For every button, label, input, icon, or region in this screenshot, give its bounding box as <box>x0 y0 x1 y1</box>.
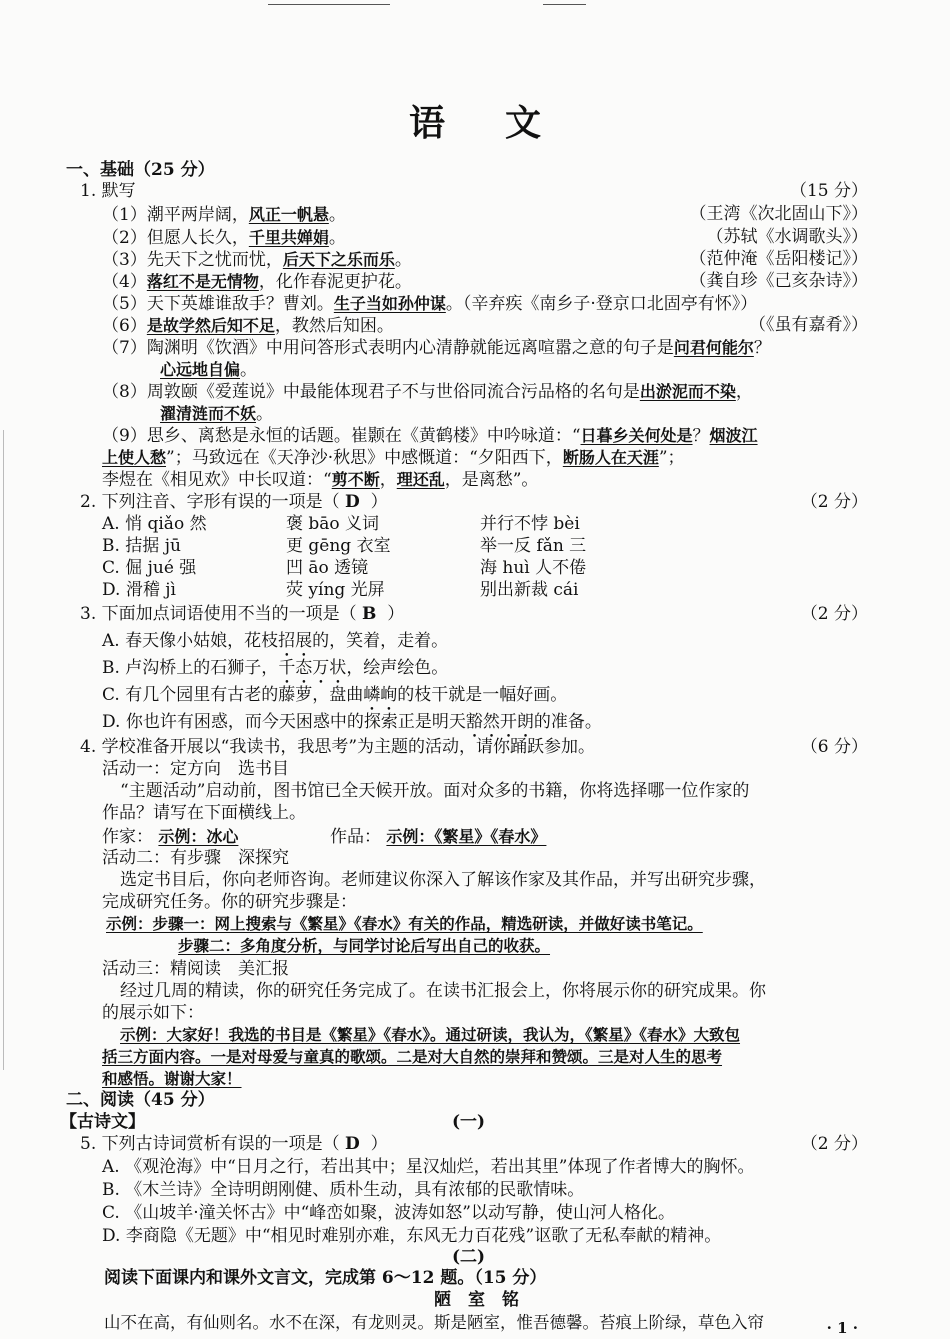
q1-item-8: （8）周敦颐《爱莲说》中最能体现君子不与世俗同流合污品格的名句是出淤泥而不染， <box>102 382 753 402</box>
q1-item-1: （1）潮平两岸阔，风正一帆悬。 <box>102 205 346 225</box>
q1-item-4: （4）落红不是无情物，化作春泥更护花。 <box>102 272 412 292</box>
page-title: 语文 <box>408 102 601 144</box>
q1-item-8-cont: 濯清涟而不妖。 <box>160 404 274 424</box>
q2-score: （2 分） <box>800 492 868 512</box>
q4-step-2: 步骤二：多角度分析，与同学讨论后写出自己的收获。 <box>178 937 551 955</box>
q2-option-a-3: 并行不悖 bèi <box>480 514 580 534</box>
q4-show-2: 括三方面内容。一是对母爱与童真的歌颂。二是对大自然的崇拜和赞颂。三是对人生的思考 <box>102 1048 723 1066</box>
q5-option-c: C. 《山坡羊·潼关怀古》中“峰峦如聚，波涛如怒”以动写静，使山河人格化。 <box>102 1203 675 1223</box>
q4-author-line: 作家： 示例：冰心 <box>102 827 239 847</box>
q4-activity-2: 活动二：有步骤 深探究 <box>102 848 289 868</box>
q1-item-6-source: （《虽有嘉肴》） <box>749 315 868 335</box>
q2-option-b-3: 举一反 fǎn 三 <box>480 536 587 556</box>
q4-show-3: 和感悟。谢谢大家！ <box>102 1070 242 1088</box>
q1-item-9-line2: 上使人愁”；马致远在《天净沙·秋思》中感慨道：“夕阳西下，断肠人在天涯”； <box>102 448 685 468</box>
q3-option-b: B. 卢沟桥上的石狮子，千态万状，绘声绘色。 <box>102 658 449 678</box>
classical-tag: 【古诗文】 <box>60 1112 145 1132</box>
q1-label: 1. 默写 <box>80 181 136 201</box>
q1-item-9-line3: 李煜在《相见欢》中长叹道：“剪不断，理还乱，是离愁”。 <box>102 470 539 490</box>
q4-activity-2-text-1: 选定书目后，你向老师咨询。老师建议你深入了解该作家及其作品，并写出研究步骤， <box>120 870 766 890</box>
q2-option-b: B. 拮据 jū <box>102 536 181 556</box>
text-first-line: 山不在高，有仙则名。水不在深，有龙则灵。斯是陋室，惟吾德馨。苔痕上阶绿，草色入帘 <box>104 1313 764 1332</box>
q4-score: （6 分） <box>800 737 868 757</box>
q4-activity-1: 活动一：定方向 选书目 <box>102 759 289 779</box>
q2-option-d-3: 别出新裁 cái <box>480 580 579 600</box>
part-1-label: (一) <box>452 1112 486 1132</box>
q4-activity-2-text-2: 完成研究任务。你的研究步骤是： <box>102 892 357 912</box>
q5-answer: D <box>345 1134 360 1154</box>
q5-option-b: B. 《木兰诗》全诗明朗刚健、质朴生动，具有浓郁的民歌情味。 <box>102 1180 585 1200</box>
q1-item-3-source: （范仲淹《岳阳楼记》） <box>689 249 868 269</box>
q2-stem: 2. 下列注音、字形有误的一项是（ D ） <box>80 492 388 512</box>
q4-activity-1-text-2: 作品？请写在下面横线上。 <box>102 803 306 823</box>
q4-activity-3-text-1: 经过几周的精读，你的研究任务完成了。在读书汇报会上，你将展示你的研究成果。你 <box>120 981 766 1001</box>
q4-works-line: 作品： 示例：《繁星》《春水》 <box>330 827 547 847</box>
text-title: 陋 室 铭 <box>434 1290 519 1310</box>
top-rule-right <box>543 4 586 5</box>
part-2-label: (二) <box>452 1247 486 1267</box>
q4-activity-3: 活动三：精阅读 美汇报 <box>102 959 289 979</box>
q3-score: （2 分） <box>800 604 868 624</box>
reading-instruction: 阅读下面课内和课外文言文，完成第 6～12 题。（15 分） <box>104 1268 547 1288</box>
page-number: · 1 · <box>826 1319 858 1337</box>
q1-item-9: （9）思乡、离愁是永恒的话题。崔颢在《黄鹤楼》中吟咏道：“日暮乡关何处是？烟波江 <box>102 426 758 446</box>
q5-score: （2 分） <box>800 1134 868 1154</box>
q5-stem: 5. 下列古诗词赏析有误的一项是（ D ） <box>80 1134 388 1154</box>
q4-stem: 4. 学校准备开展以“我读书，我思考”为主题的活动，请你踊跃参加。 <box>80 737 596 757</box>
q1-item-7: （7）陶渊明《饮酒》中用问答形式表明内心清静就能远离喧嚣之意的句子是问君何能尔？ <box>102 338 771 358</box>
q5-option-d: D. 李商隐《无题》中“相见时难别亦难，东风无力百花残”讴歌了无私奉献的精神。 <box>102 1226 722 1246</box>
q1-item-2-source: （苏轼《水调歌头》） <box>706 227 868 247</box>
top-rule-left <box>268 4 390 5</box>
q1-score: （15 分） <box>789 181 868 201</box>
scan-edge <box>3 430 4 1070</box>
q2-answer: D <box>345 492 360 512</box>
q2-option-d-2: 荧 yíng 光屏 <box>286 580 385 600</box>
q1-item-3: （3）先天下之忧而忧，后天下之乐而乐。 <box>102 250 412 270</box>
q2-option-d: D. 滑稽 jì <box>102 580 176 600</box>
q2-option-a: A. 悄 qiǎo 然 <box>102 514 207 534</box>
q2-option-c-2: 凹 āo 透镜 <box>286 558 369 578</box>
q1-item-7-cont: 心远地自偏。 <box>160 360 258 380</box>
q4-activity-1-text-1: “主题活动”启动前，图书馆已全天候开放。面对众多的书籍，你将选择哪一位作家的 <box>120 781 750 801</box>
q3-option-c: C. 有几个园里有古老的藤萝，盘曲嶙峋的枝干就是一幅好画。 <box>102 685 568 705</box>
q2-option-a-2: 褒 bāo 义词 <box>286 514 380 534</box>
q5-option-a: A. 《观沧海》中“日月之行，若出其中；星汉灿烂，若出其里”体现了作者博大的胸怀。 <box>102 1157 755 1177</box>
q1-item-5: （5）天下英雄谁敌手？曹刘。生子当如孙仲谋。（辛弃疾《南乡子·登京口北固亭有怀》） <box>102 294 758 314</box>
q1-item-6: （6）是故学然后知不足，教然后知困。 <box>102 316 394 336</box>
q2-option-c-3: 海 huì 人不倦 <box>480 558 587 578</box>
q1-item-4-source: （龚自珍《己亥杂诗》） <box>689 271 868 291</box>
q3-answer: B <box>362 604 377 624</box>
q4-step-1: 示例：步骤一：网上搜索与《繁星》《春水》有关的作品，精选研读，并做好读书笔记。 <box>106 915 703 933</box>
q3-stem: 3. 下面加点词语使用不当的一项是（ B ） <box>80 604 405 624</box>
q2-option-c: C. 倔 jué 强 <box>102 558 197 578</box>
q4-activity-3-text-2: 的展示如下： <box>102 1003 204 1023</box>
q3-option-a: A. 春天像小姑娘，花枝招展的，笑着，走着。 <box>102 631 449 651</box>
q1-item-1-source: （王湾《次北固山下》） <box>689 204 868 224</box>
q4-show-1: 示例：大家好！我选的书目是《繁星》《春水》。通过研读，我认为，《繁星》《春水》大致包 <box>120 1026 741 1044</box>
q2-option-b-2: 更 gēng 衣室 <box>286 536 391 556</box>
section-1-heading: 一、基础（25 分） <box>66 160 215 180</box>
q1-item-2: （2）但愿人长久，千里共婵娟。 <box>102 228 346 248</box>
q3-option-d: D. 你也许有困惑，而今天困惑中的探索正是明天豁然开朗的准备。 <box>102 712 602 732</box>
section-2-heading: 二、阅读（45 分） <box>66 1090 215 1110</box>
